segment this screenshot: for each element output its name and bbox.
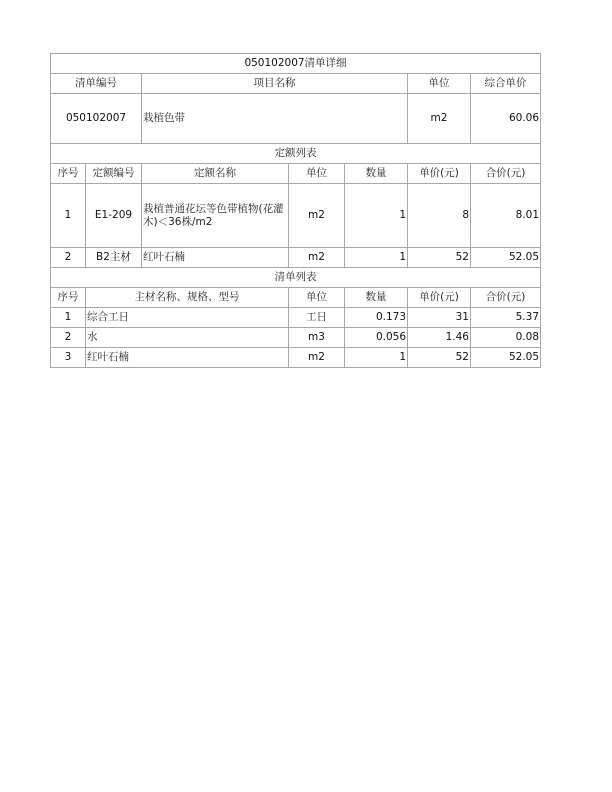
material-name: 红叶石楠 xyxy=(86,348,289,368)
material-price: 31 xyxy=(408,308,471,328)
quota-section-title: 定额列表 xyxy=(51,144,541,164)
quota-unit: m2 xyxy=(289,184,345,248)
bill-name: 栽植色带 xyxy=(142,94,408,144)
material-header-row xyxy=(51,288,541,308)
quota-no: 1 xyxy=(51,184,86,248)
quota-header-code: 定额编号 xyxy=(86,164,142,184)
material-header-name: 主材名称、规格、型号 xyxy=(86,288,289,308)
material-price: 1.46 xyxy=(408,328,471,348)
sheet-title: 050102007清单详细 xyxy=(51,54,541,74)
quota-qty: 1 xyxy=(345,184,408,248)
material-price: 52 xyxy=(408,348,471,368)
material-qty: 0.173 xyxy=(345,308,408,328)
bill-code: 050102007 xyxy=(51,94,142,144)
material-name: 水 xyxy=(86,328,289,348)
quota-row xyxy=(51,248,541,268)
quota-header-no: 序号 xyxy=(51,164,86,184)
quota-code: B2主材 xyxy=(86,248,142,268)
bill-detail-sheet xyxy=(50,53,540,368)
title-row xyxy=(51,54,541,74)
bill-header-name: 项目名称 xyxy=(142,74,408,94)
bill-header-row xyxy=(51,74,541,94)
quota-no: 2 xyxy=(51,248,86,268)
material-header-no: 序号 xyxy=(51,288,86,308)
bill-header-unit: 单位 xyxy=(408,74,471,94)
material-row xyxy=(51,308,541,328)
material-total: 5.37 xyxy=(471,308,541,328)
bill-detail-table xyxy=(50,53,541,368)
material-header-qty: 数量 xyxy=(345,288,408,308)
quota-header-total: 合价(元) xyxy=(471,164,541,184)
quota-price: 52 xyxy=(408,248,471,268)
bill-unit-price: 60.06 xyxy=(471,94,541,144)
bill-row xyxy=(51,94,541,144)
quota-header-unit: 单位 xyxy=(289,164,345,184)
quota-row xyxy=(51,184,541,248)
material-row xyxy=(51,328,541,348)
bill-header-unit-price: 综合单价 xyxy=(471,74,541,94)
material-header-unit: 单位 xyxy=(289,288,345,308)
quota-code: E1-209 xyxy=(86,184,142,248)
material-row xyxy=(51,348,541,368)
material-header-price: 单价(元) xyxy=(408,288,471,308)
bill-unit: m2 xyxy=(408,94,471,144)
material-no: 3 xyxy=(51,348,86,368)
material-no: 1 xyxy=(51,308,86,328)
quota-header-qty: 数量 xyxy=(345,164,408,184)
material-total: 0.08 xyxy=(471,328,541,348)
material-total: 52.05 xyxy=(471,348,541,368)
quota-price: 8 xyxy=(408,184,471,248)
quota-header-name: 定额名称 xyxy=(142,164,289,184)
material-qty: 0.056 xyxy=(345,328,408,348)
material-qty: 1 xyxy=(345,348,408,368)
material-no: 2 xyxy=(51,328,86,348)
quota-section-title-row xyxy=(51,144,541,164)
quota-name: 红叶石楠 xyxy=(142,248,289,268)
material-section-title: 清单列表 xyxy=(51,268,541,288)
material-name: 综合工日 xyxy=(86,308,289,328)
quota-name: 栽植普通花坛等色带植物(花灌木)＜36株/m2 xyxy=(142,184,289,248)
material-unit: 工日 xyxy=(289,308,345,328)
quota-total: 52.05 xyxy=(471,248,541,268)
quota-header-price: 单价(元) xyxy=(408,164,471,184)
quota-qty: 1 xyxy=(345,248,408,268)
material-section-title-row xyxy=(51,268,541,288)
material-unit: m3 xyxy=(289,328,345,348)
material-unit: m2 xyxy=(289,348,345,368)
material-header-total: 合价(元) xyxy=(471,288,541,308)
quota-total: 8.01 xyxy=(471,184,541,248)
quota-unit: m2 xyxy=(289,248,345,268)
quota-header-row xyxy=(51,164,541,184)
bill-header-code: 清单编号 xyxy=(51,74,142,94)
